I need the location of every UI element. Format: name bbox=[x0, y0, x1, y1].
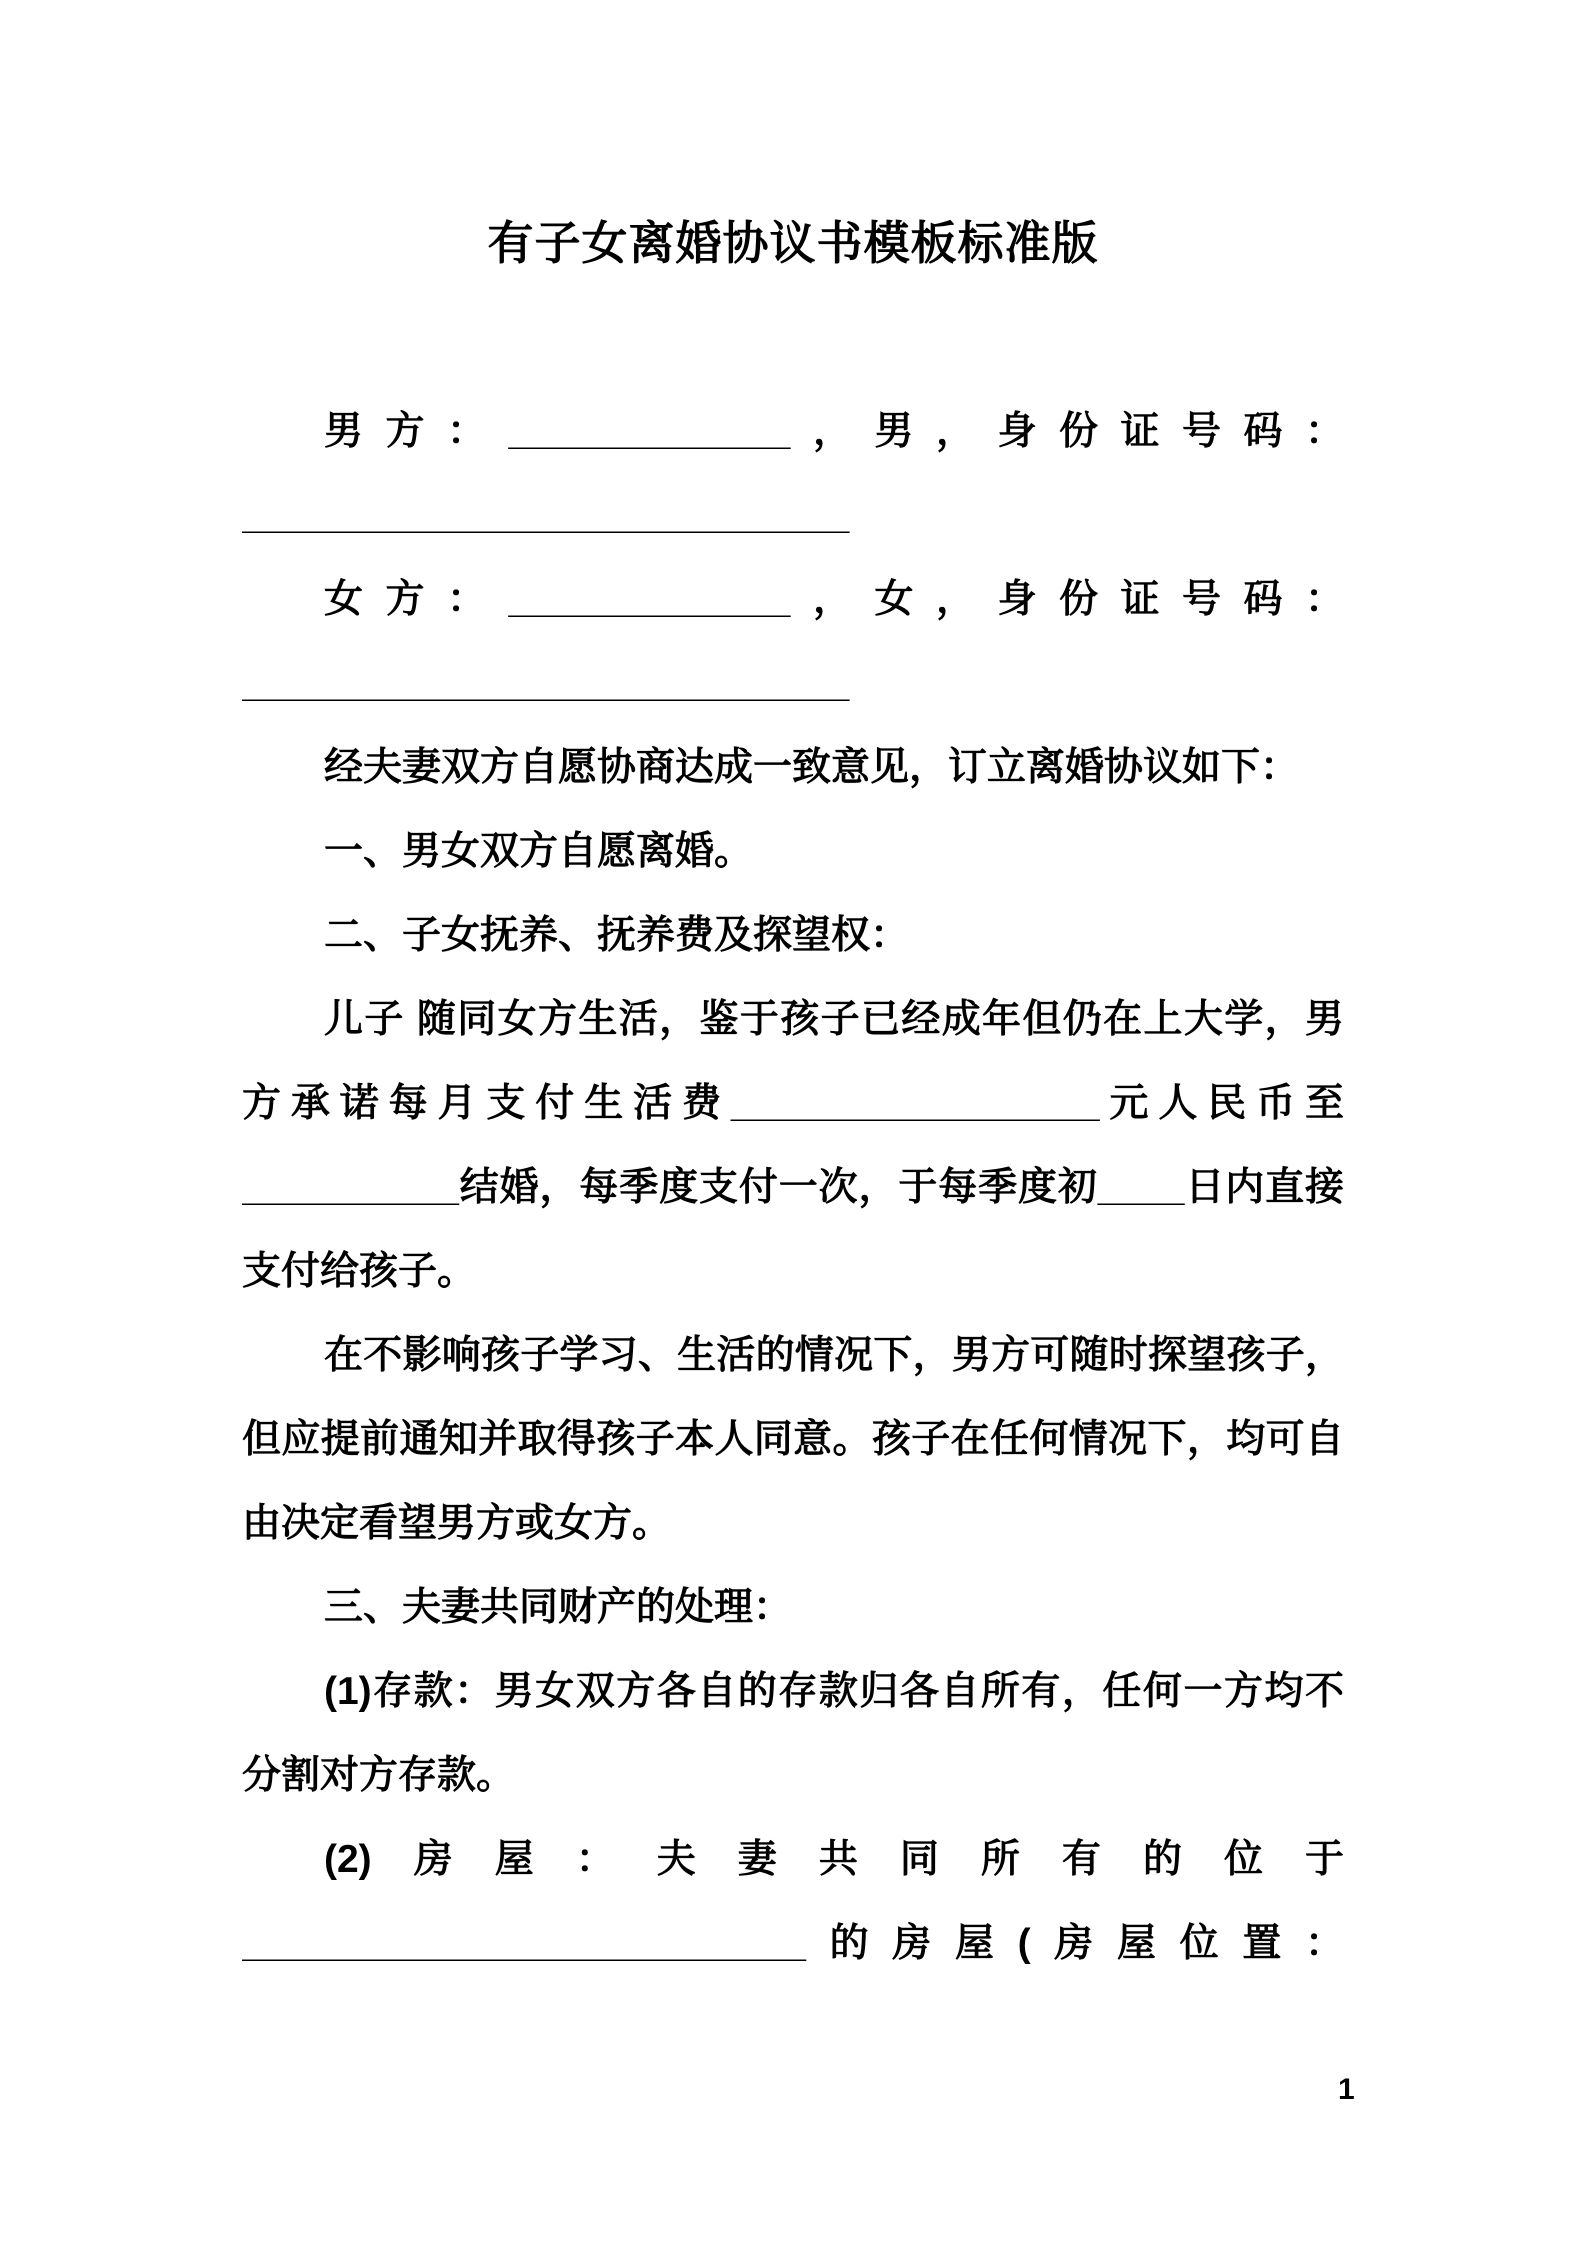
text-line: ____________________________ bbox=[242, 662, 850, 705]
text-line: 儿子 随同女方生活，鉴于孩子已经成年但仍在上大学，男 bbox=[324, 998, 1344, 1041]
text-line: 分割对方存款。 bbox=[242, 1754, 516, 1797]
text-line: 三、夫妻共同财产的处理： bbox=[324, 1586, 793, 1629]
text-line: __________结婚，每季度支付一次，于每季度初____日内直接 bbox=[242, 1166, 1344, 1209]
text-line: 方承诺每月支付生活费_________________元人民币至 bbox=[242, 1082, 1344, 1125]
text-line: (1)存款：男女双方各自的存款归各自所有，任何一方均不 bbox=[324, 1670, 1344, 1713]
text-line: 由决定看望男方或女方。 bbox=[242, 1502, 672, 1545]
text-line: 但应提前通知并取得孩子本人同意。孩子在任何情况下，均可自 bbox=[242, 1418, 1344, 1461]
text-line: 男方：_____________，男，身份证号码： bbox=[324, 410, 1344, 453]
text-line: 经夫妻双方自愿协商达成一致意见，订立离婚协议如下： bbox=[324, 746, 1300, 789]
document-body bbox=[242, 390, 1344, 1986]
text-line: 二、子女抚养、抚养费及探望权： bbox=[324, 914, 910, 957]
page-number: 1 bbox=[1338, 2073, 1355, 2106]
document-title: 有子女离婚协议书模板标准版 bbox=[487, 217, 1099, 269]
text-line: (2)房屋：夫妻共同所有的位于 bbox=[324, 1838, 1344, 1881]
text-line: 女方：_____________，女，身份证号码： bbox=[324, 578, 1344, 621]
text-line: __________________________的房屋(房屋位置： bbox=[242, 1922, 1344, 1965]
text-line: 一、男女双方自愿离婚。 bbox=[324, 830, 754, 873]
text-line: 在不影响孩子学习、生活的情况下，男方可随时探望孩子， bbox=[324, 1334, 1344, 1377]
text-line: 支付给孩子。 bbox=[242, 1250, 477, 1293]
text-line: ____________________________ bbox=[242, 494, 850, 537]
